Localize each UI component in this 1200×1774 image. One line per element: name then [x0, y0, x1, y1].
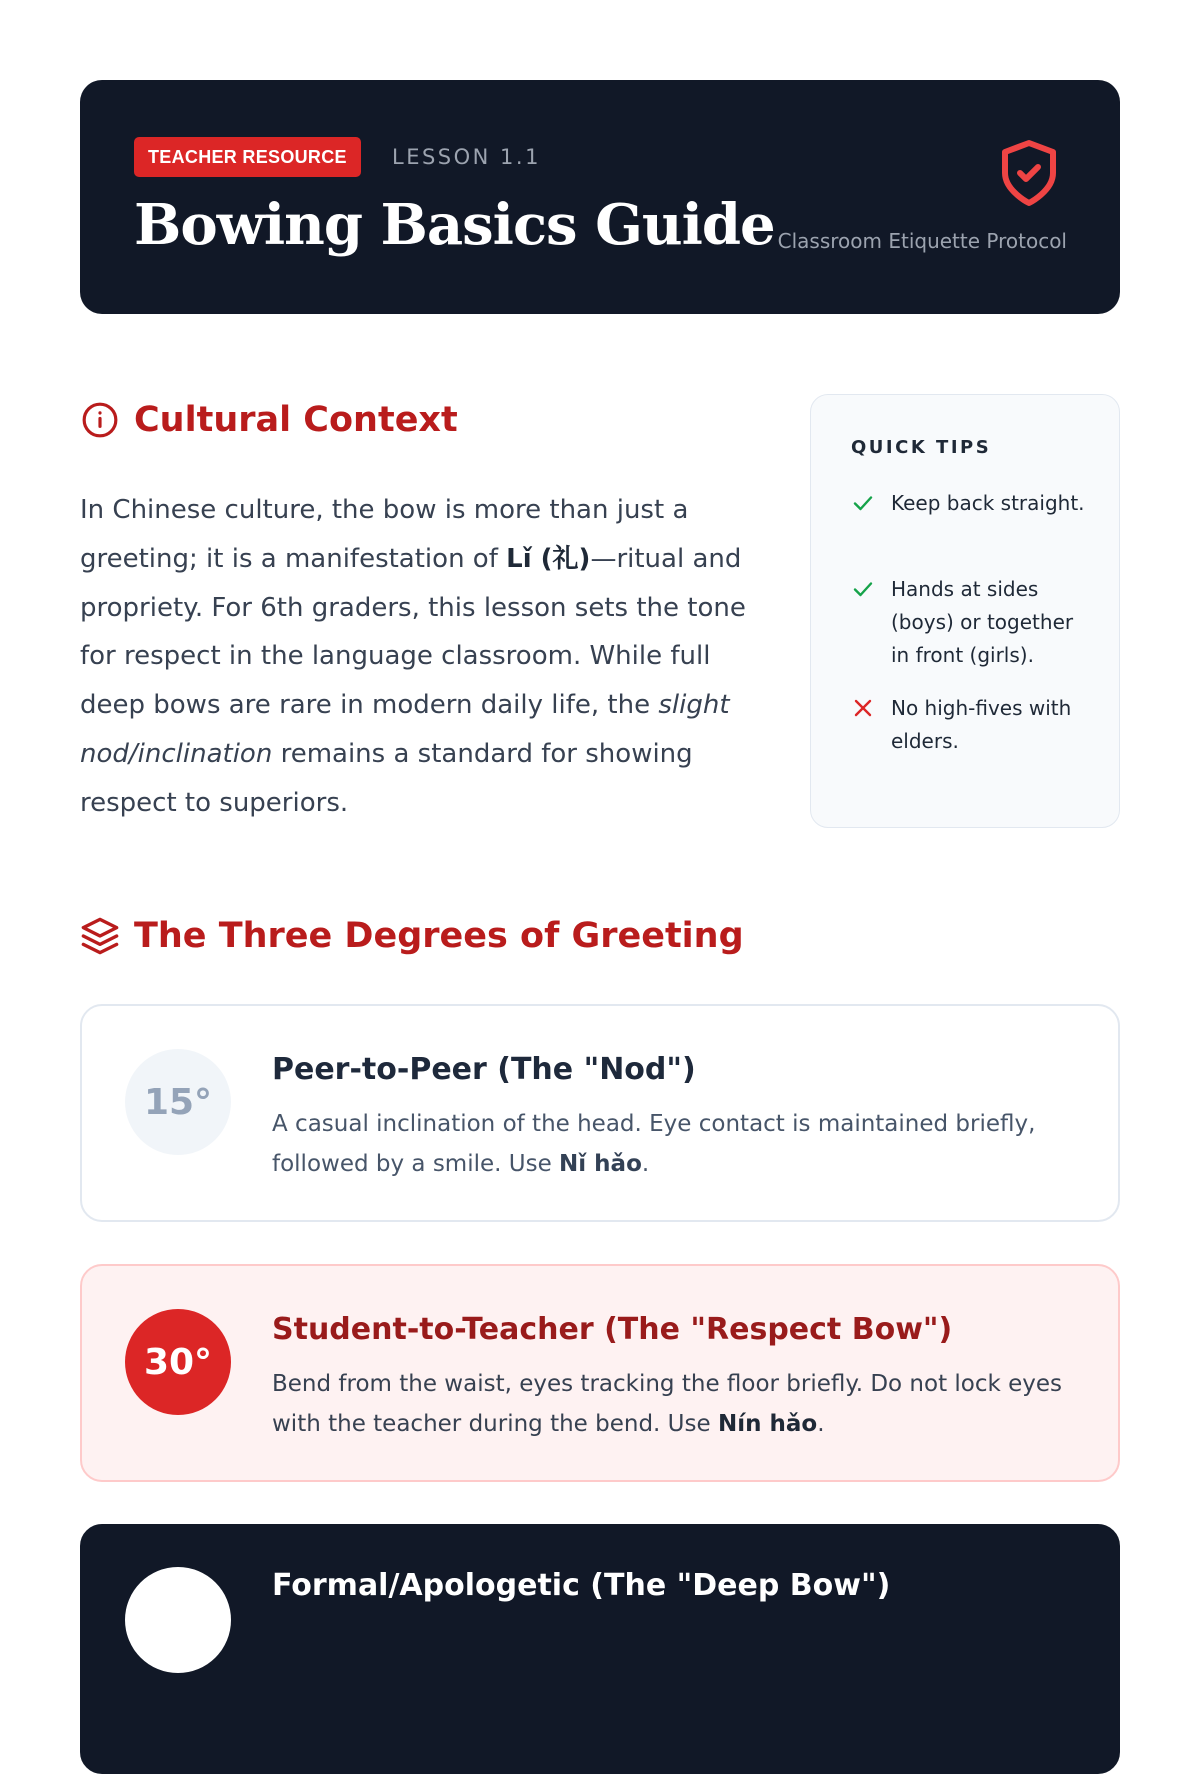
info-icon — [80, 400, 120, 440]
tip-text: Keep back straight. — [891, 491, 1085, 515]
shield-check-icon — [993, 132, 1065, 214]
degree-card-teacher — [80, 1264, 1120, 1482]
description-text: A casual inclination of the head. Eye contact is maintained briefly, followed by a smile. Use — [272, 1111, 1036, 1177]
cultural-context-text — [80, 486, 770, 828]
degree-description — [272, 1364, 1082, 1444]
lesson-number: LESSON 1.1 — [392, 145, 541, 169]
quick-tips-title: QUICK TIPS — [851, 437, 992, 458]
degree-card-formal — [80, 1524, 1120, 1774]
degree-title: Student-to-Teacher (The "Respect Bow") — [272, 1312, 953, 1347]
teacher-resource-badge: TEACHER RESOURCE — [134, 137, 361, 177]
x-icon — [851, 696, 875, 720]
emphasis-text: slight nod/inclination — [80, 690, 730, 769]
layers-icon — [80, 916, 120, 956]
greeting-phrase: Nǐ hǎo — [559, 1151, 642, 1177]
tip-text: Hands at sides (boys) or together in front (girls). — [891, 577, 1074, 667]
description-end: . — [817, 1411, 825, 1437]
cultural-context-heading — [80, 398, 458, 442]
context-text-part: In Chinese culture, the bow is more than just a greeting; it is a manifestation of — [80, 495, 689, 574]
context-text-part: —ritual and propriety. For 6th graders, this lesson sets the tone for respect in the language classroom. While full deep bows are rare in modern daily life, the — [80, 543, 746, 721]
degree-title: Formal/Apologetic (The "Deep Bow") — [272, 1568, 891, 1603]
section-title: The Three Degrees of Greeting — [134, 916, 744, 956]
header-subtitle: Classroom Etiquette Protocol — [777, 229, 1067, 253]
degree-badge: 15° — [125, 1049, 231, 1155]
li-term: Lǐ (礼) — [506, 543, 591, 574]
degree-badge — [125, 1567, 231, 1673]
section-title: Cultural Context — [134, 400, 458, 440]
check-icon — [851, 577, 875, 601]
degree-title: Peer-to-Peer (The "Nod") — [272, 1052, 696, 1087]
degree-card-peer — [80, 1004, 1120, 1222]
greeting-phrase: Nín hǎo — [717, 1411, 818, 1437]
degree-badge: 30° — [125, 1309, 231, 1415]
header-banner — [80, 80, 1120, 314]
degree-description — [272, 1104, 1082, 1184]
three-degrees-heading — [80, 914, 744, 958]
quick-tips-panel — [810, 394, 1120, 828]
page-title: Bowing Basics Guide — [134, 192, 775, 258]
tip-text: No high-fives with elders. — [891, 696, 1072, 753]
description-text: Bend from the waist, eyes tracking the floor briefly. Do not lock eyes with the teacher during the bend. Use — [272, 1371, 1063, 1437]
context-text-part: remains a standard for showing respect to superiors. — [80, 738, 693, 818]
description-end: . — [641, 1151, 650, 1177]
check-icon — [851, 491, 875, 515]
